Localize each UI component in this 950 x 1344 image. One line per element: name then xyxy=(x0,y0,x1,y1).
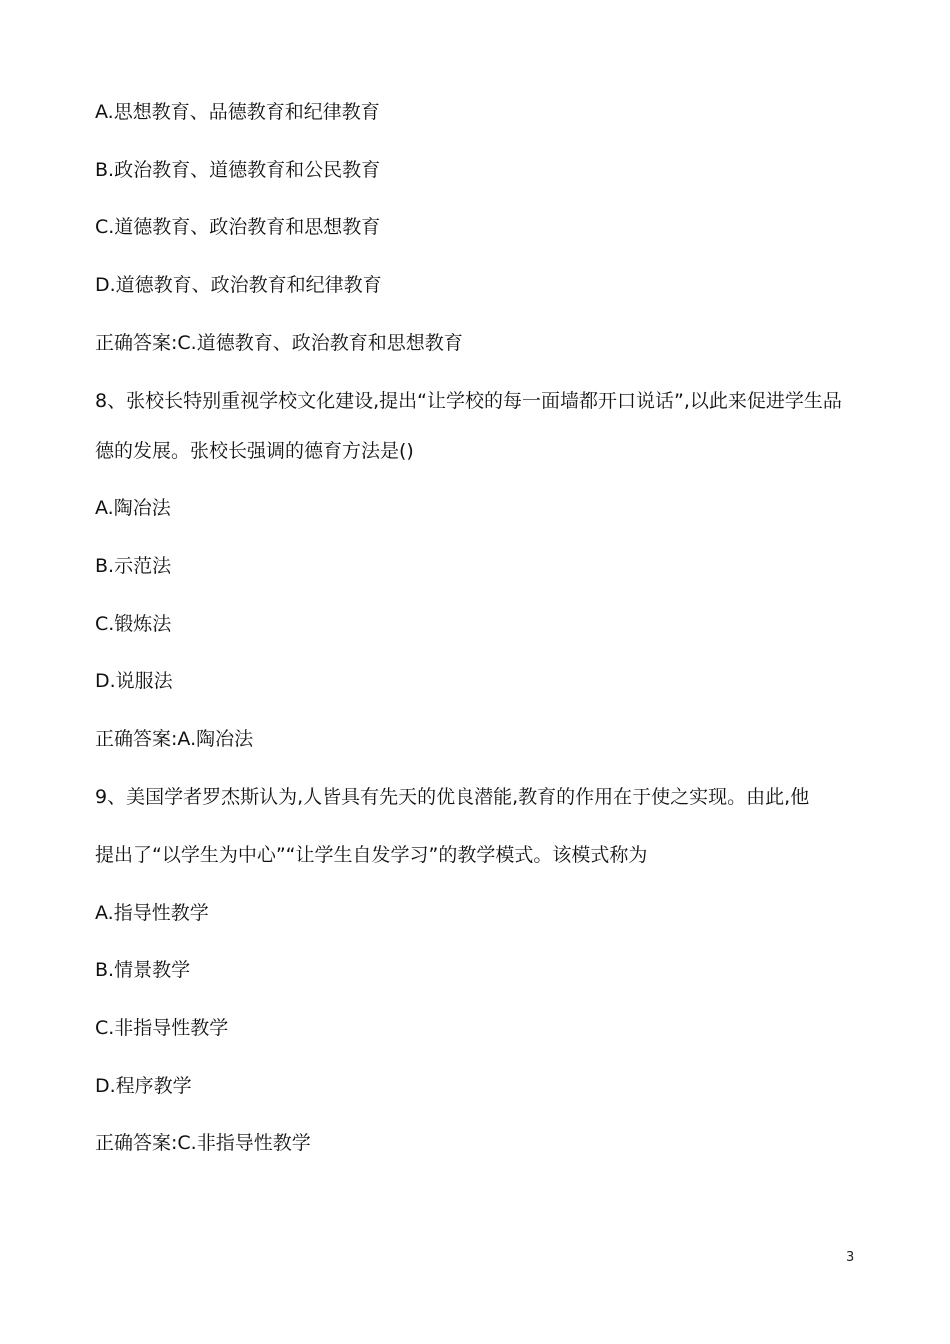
q8-answer: 正确答案:A.陶冶法 xyxy=(95,728,254,750)
q9-option-d: D.程序教学 xyxy=(95,1075,192,1097)
q9-option-b: B.情景教学 xyxy=(95,959,191,981)
q9-option-c: C.非指导性教学 xyxy=(95,1017,229,1039)
q9-answer: 正确答案:C.非指导性教学 xyxy=(95,1132,311,1154)
q8-option-c: C.锻炼法 xyxy=(95,613,172,635)
page-number: 3 xyxy=(846,1250,855,1265)
q7-answer: 正确答案:C.道德教育、政治教育和思想教育 xyxy=(95,332,463,354)
q8-option-a: A.陶冶法 xyxy=(95,497,171,519)
q8-question-line-1: 8、张校长特别重视学校文化建设,提出“让学校的每一面墙都开口说话”,以此来促进学生品 xyxy=(95,390,842,412)
q8-option-b: B.示范法 xyxy=(95,555,172,577)
q7-option-c: C.道德教育、政治教育和思想教育 xyxy=(95,216,381,238)
q7-option-d: D.道德教育、政治教育和纪律教育 xyxy=(95,274,382,296)
q8-option-d: D.说服法 xyxy=(95,670,173,692)
q9-question-line-1: 9、美国学者罗杰斯认为,人皆具有先天的优良潜能,教育的作用在于使之实现。由此,他 xyxy=(95,786,810,808)
q7-option-a: A.思想教育、品德教育和纪律教育 xyxy=(95,101,380,123)
q9-option-a: A.指导性教学 xyxy=(95,902,209,924)
q8-question-line-2: 德的发展。张校长强调的德育方法是() xyxy=(95,440,414,462)
q7-option-b: B.政治教育、道德教育和公民教育 xyxy=(95,159,381,181)
q9-question-line-2: 提出了“以学生为中心”“让学生自发学习”的教学模式。该模式称为 xyxy=(95,844,648,866)
